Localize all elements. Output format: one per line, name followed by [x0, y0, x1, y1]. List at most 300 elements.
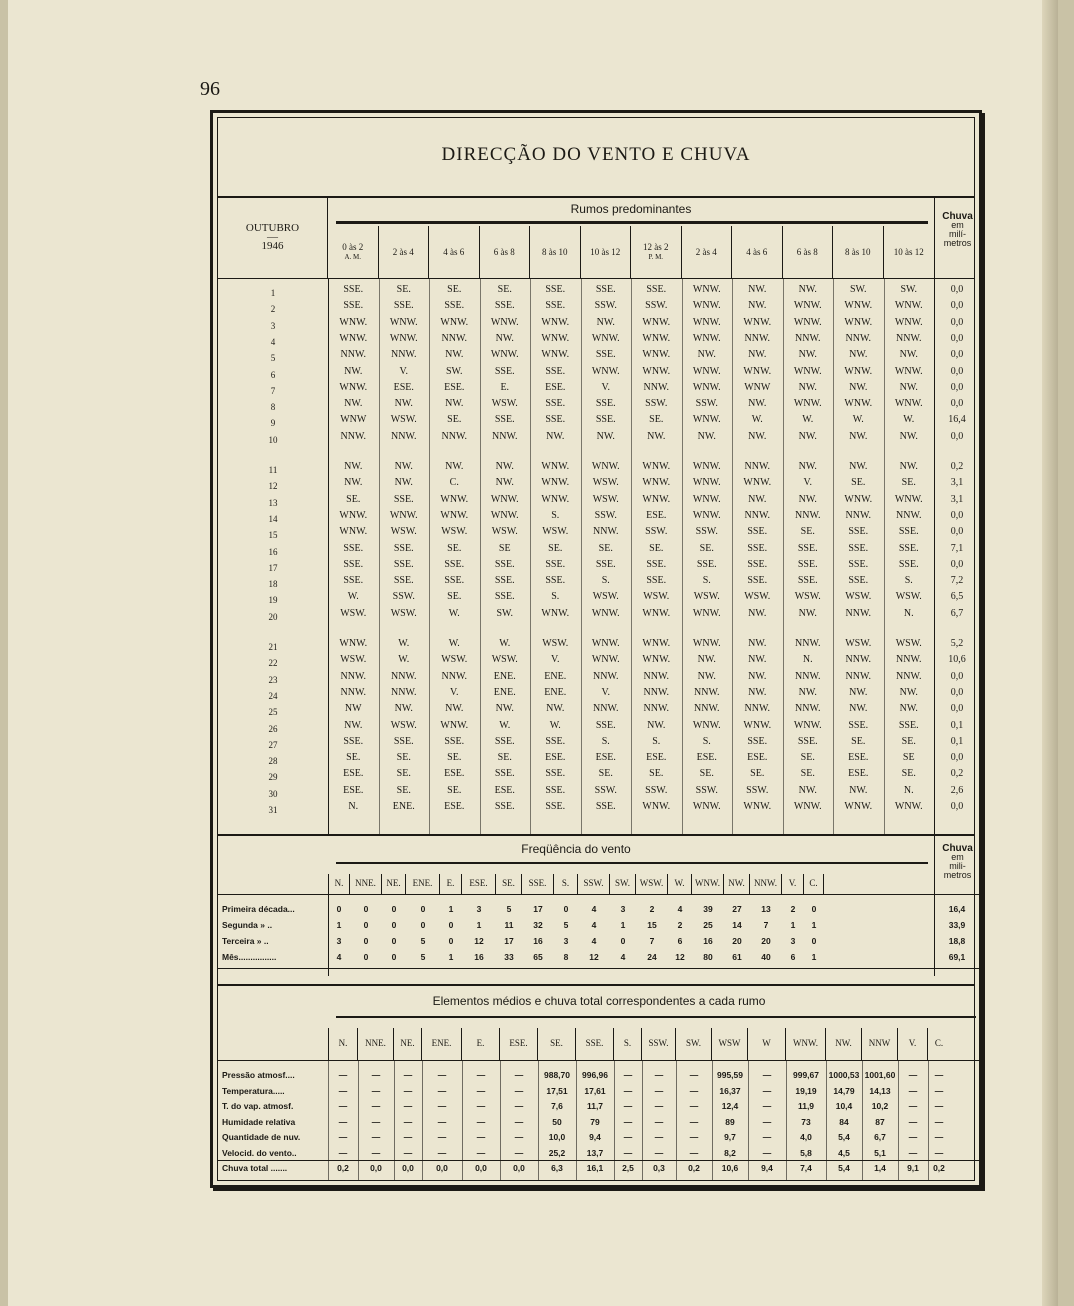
wind-direction-cell: WNW. [339, 381, 368, 393]
wind-direction-cell: SE. [447, 542, 462, 554]
day-number: 30 [268, 788, 278, 799]
wind-direction-cell: WNW. [692, 607, 721, 619]
wind-direction-cell: NW. [647, 719, 666, 731]
frequency-value: 3 [620, 904, 626, 914]
averages-value: 0,2 [337, 1163, 349, 1173]
averages-value: — [934, 1101, 944, 1111]
day-number: 7 [270, 385, 276, 396]
month-dash: — [267, 231, 278, 243]
averages-value: — [908, 1070, 918, 1080]
day-number: 8 [270, 402, 276, 413]
averages-value: 996,96 [582, 1070, 608, 1080]
column-divider [833, 278, 834, 834]
wind-direction-cell: WNW. [793, 300, 822, 312]
averages-table [218, 984, 980, 1184]
wind-direction-cell: ENE. [493, 686, 516, 698]
wind-direction-cell: NNW. [896, 654, 922, 666]
averages-value: 79 [590, 1116, 600, 1127]
averages-value: 87 [875, 1116, 885, 1127]
wind-direction-cell: SSE. [444, 735, 465, 747]
averages-value: 10,2 [871, 1101, 889, 1111]
averages-value: — [437, 1116, 447, 1127]
averages-value: — [623, 1147, 633, 1158]
averages-value: — [437, 1070, 447, 1080]
wind-direction-cell: NNW. [391, 349, 417, 361]
averages-value: 0,0 [513, 1163, 525, 1173]
frequency-value: 24 [647, 952, 657, 962]
averages-value: 89 [725, 1116, 735, 1127]
wind-direction-cell: NW. [798, 784, 817, 796]
averages-value: — [403, 1070, 413, 1080]
frequency-value: 0 [363, 936, 369, 946]
column-divider [480, 278, 481, 834]
wind-direction-cell: SSE. [848, 558, 869, 570]
frequency-value: 4 [620, 952, 626, 962]
wind-direction-cell: WNW. [692, 638, 721, 649]
rain-cell: 0,0 [950, 801, 964, 812]
frequency-value: 5 [563, 920, 569, 930]
wind-direction-cell: SE. [346, 493, 361, 505]
wind-direction-cell: NW. [849, 703, 868, 715]
wind-direction-cell: SSE. [343, 300, 364, 312]
wind-direction-cell: NW [344, 703, 362, 715]
wind-direction-cell: NW. [495, 332, 514, 344]
averages-value: 14,79 [833, 1085, 855, 1096]
averages-value: 50 [552, 1116, 562, 1127]
wind-direction-cell: WNW. [490, 316, 519, 328]
day-number: 3 [270, 320, 276, 331]
averages-value: 0,0 [370, 1163, 382, 1173]
wind-direction-cell: ESE. [343, 768, 364, 780]
averages-value: — [437, 1085, 447, 1096]
frequency-column-header: N. [328, 874, 350, 894]
wind-direction-cell: SSE. [898, 526, 919, 538]
averages-value: 4,5 [838, 1147, 850, 1158]
wind-direction-cell: SE. [699, 542, 714, 554]
wind-direction-cell: SE. [396, 752, 411, 764]
interval-label: 2 às 4 [695, 247, 717, 257]
day-number: 4 [270, 336, 276, 347]
wind-direction-cell: WNW. [894, 801, 923, 812]
wind-direction-cell: SSE. [595, 719, 616, 731]
averages-value: 0,2 [933, 1163, 945, 1173]
averages-column-header: C. [934, 1038, 944, 1048]
averages-value: 1,4 [874, 1163, 886, 1173]
frequency-value: 12 [589, 952, 599, 962]
frequency-rain-value: 16,4 [948, 904, 966, 914]
wind-direction-cell: NW. [596, 316, 615, 328]
wind-direction-cell: ENE. [493, 670, 516, 682]
frequency-value: 0 [420, 904, 426, 914]
wind-direction-cell: WNW. [894, 398, 923, 410]
day-number: 31 [268, 805, 278, 815]
wind-direction-cell: NW. [647, 430, 666, 442]
frequency-column-header: W. [668, 874, 692, 894]
wind-direction-cell: SE. [901, 477, 916, 489]
averages-value: — [403, 1147, 413, 1158]
frequency-value: 20 [732, 936, 742, 946]
averages-column-header: WNW. [786, 1028, 826, 1060]
interval-label: 12 às 2 [643, 242, 669, 252]
rain-cell: 6,5 [950, 591, 964, 603]
wind-direction-cell: NW. [849, 430, 868, 442]
wind-direction-cell: NW. [495, 703, 514, 715]
day-number: 10 [268, 434, 278, 445]
averages-column-header: ENE. [422, 1028, 462, 1060]
wind-direction-cell: NNW. [340, 670, 366, 682]
daily-wind-table [218, 278, 980, 834]
frequency-value: 20 [761, 936, 771, 946]
wind-direction-cell: WSW. [390, 607, 417, 619]
wind-direction-cell: SSE. [646, 284, 667, 295]
averages-value: — [371, 1147, 381, 1158]
wind-direction-cell: NW. [849, 349, 868, 361]
interval-label: 2 às 4 [392, 247, 414, 257]
wind-direction-cell: SE. [649, 414, 664, 426]
wind-direction-cell: SSE. [797, 575, 818, 587]
wind-direction-cell: NNW. [845, 607, 871, 619]
rain-cell: 3,1 [950, 493, 964, 505]
averages-value: — [623, 1101, 633, 1111]
interval-header [783, 226, 834, 278]
frequency-title: Freqüência do vento [521, 842, 631, 856]
wind-direction-cell: W. [398, 654, 410, 666]
frequency-column-header: SE. [496, 874, 522, 894]
wind-direction-cell: SW. [445, 365, 463, 377]
rain-header-line: Chuva [942, 843, 973, 854]
frequency-value: 16 [474, 952, 484, 962]
averages-value: — [403, 1132, 413, 1142]
interval-header [682, 226, 733, 278]
wind-direction-cell: SE. [649, 542, 664, 554]
wind-direction-cell: NNW. [340, 349, 366, 361]
frequency-value: 13 [761, 904, 771, 914]
averages-value: 25,2 [548, 1147, 566, 1158]
averages-value: 9,1 [907, 1163, 919, 1173]
interval-header [328, 226, 379, 278]
wind-direction-cell: NNW. [795, 670, 821, 682]
averages-column-header: ESE. [500, 1028, 538, 1060]
frequency-column-header: SSW. [578, 874, 610, 894]
frequency-value: 3 [336, 936, 342, 946]
column-divider [732, 278, 733, 834]
rain-cell: 0,2 [950, 768, 964, 780]
wind-direction-cell: WNW. [591, 332, 620, 344]
averages-value: 12,4 [721, 1101, 739, 1111]
averages-value: 14,13 [869, 1085, 891, 1096]
wind-direction-cell: ESE. [848, 768, 869, 780]
wind-direction-cell: NW. [394, 461, 413, 472]
frequency-column-header: NNE. [350, 874, 382, 894]
wind-direction-cell: WNW. [793, 719, 822, 731]
interval-label: 10 às 12 [590, 247, 621, 257]
averages-value: 11,9 [797, 1101, 815, 1111]
day-number: 2 [270, 304, 276, 315]
wind-direction-cell: ESE. [595, 752, 616, 764]
averages-value: — [437, 1101, 447, 1111]
frequency-value: 6 [790, 952, 796, 962]
wind-direction-cell: NW. [748, 686, 767, 698]
wind-direction-cell: S. [702, 735, 711, 747]
averages-value: 0,2 [688, 1163, 700, 1173]
averages-value: — [514, 1101, 524, 1111]
interval-label: 6 às 8 [796, 247, 818, 257]
wind-direction-cell: WSW. [491, 526, 518, 538]
wind-direction-cell: W. [499, 719, 511, 731]
averages-value: — [934, 1085, 944, 1096]
wind-direction-cell: NNW. [896, 670, 922, 682]
frequency-value: 0 [391, 904, 397, 914]
frequency-column-header: E. [440, 874, 462, 894]
averages-value: — [514, 1132, 524, 1142]
wind-direction-cell: ESE. [747, 752, 768, 764]
wind-direction-cell: SSE. [545, 575, 566, 587]
averages-value: — [514, 1116, 524, 1127]
table-inner [217, 117, 975, 1181]
averages-value: 8,2 [724, 1147, 736, 1158]
rain-cell: 0,0 [950, 381, 964, 393]
rain-cell: 0,0 [950, 430, 964, 442]
frequency-value: 33 [504, 952, 514, 962]
wind-direction-cell: NW. [798, 349, 817, 361]
wind-direction-cell: NW. [697, 430, 716, 442]
averages-value: 9,7 [724, 1132, 736, 1142]
wind-direction-cell: SE. [497, 284, 512, 295]
rain-cell: 7,1 [950, 542, 964, 554]
rain-header [934, 198, 980, 278]
wind-direction-cell: NW. [748, 493, 767, 505]
frequency-value: 14 [732, 920, 742, 930]
frequency-value: 0 [420, 920, 426, 930]
wind-direction-cell: WSW. [441, 526, 468, 538]
wind-direction-cell: SSE. [343, 575, 364, 587]
averages-value: 5,4 [838, 1163, 850, 1173]
wind-direction-cell: ESE. [545, 752, 566, 764]
frequency-value: 2 [649, 904, 655, 914]
averages-value: — [338, 1085, 348, 1096]
wind-direction-cell: SSW. [645, 398, 668, 410]
wind-direction-cell: NNW. [593, 703, 619, 715]
averages-row-label: Humidade relativa [222, 1116, 296, 1127]
wind-direction-cell: WNW. [642, 349, 671, 361]
wind-direction-cell: WNW. [541, 607, 570, 619]
averages-value: 988,70 [544, 1070, 570, 1080]
frequency-value: 0 [363, 952, 369, 962]
frequency-value: 3 [790, 936, 796, 946]
wind-direction-cell: SSE. [696, 558, 717, 570]
interval-header [732, 226, 783, 278]
wind-direction-cell: SSE. [848, 719, 869, 731]
wind-direction-cell: NW. [748, 638, 767, 649]
wind-direction-cell: NNW. [694, 686, 720, 698]
column-divider [379, 278, 380, 834]
wind-direction-cell: NNW. [643, 670, 669, 682]
wind-direction-cell: WNW. [692, 461, 721, 472]
wind-direction-cell: SE. [699, 768, 714, 780]
wind-direction-cell: NNW. [795, 703, 821, 715]
wind-direction-cell: SSE. [444, 300, 465, 312]
wind-direction-cell: NW. [596, 430, 615, 442]
wind-direction-cell: WNW. [389, 332, 418, 344]
frequency-row-label: Segunda » .. [222, 920, 273, 930]
wind-direction-cell: WSW. [441, 654, 468, 666]
wind-direction-cell: NW. [849, 784, 868, 796]
wind-direction-cell: NW. [899, 430, 918, 442]
wind-direction-cell: ESE. [696, 752, 717, 764]
wind-direction-cell: SSE. [898, 542, 919, 554]
averages-value: 10,0 [548, 1132, 566, 1142]
wind-direction-cell: SSW. [645, 784, 668, 796]
averages-value: — [476, 1147, 486, 1158]
averages-value: — [476, 1085, 486, 1096]
wind-direction-cell: SSE. [595, 349, 616, 361]
frequency-value: 12 [474, 936, 484, 946]
rain-cell: 0,2 [950, 461, 964, 472]
averages-value: 4,0 [800, 1132, 812, 1142]
wind-direction-cell: SW. [849, 284, 867, 295]
rain-cell: 0,0 [950, 300, 964, 312]
averages-value: — [371, 1116, 381, 1127]
wind-direction-cell: NNW. [441, 430, 467, 442]
frequency-value: 0 [336, 904, 342, 914]
month-header [218, 198, 328, 278]
interval-header [884, 226, 935, 278]
averages-value: — [908, 1147, 918, 1158]
wind-direction-cell: WNW. [389, 509, 418, 521]
averages-value: — [403, 1116, 413, 1127]
day-number: 13 [268, 497, 278, 508]
interval-headers [328, 226, 934, 278]
wind-direction-cell: SE. [396, 768, 411, 780]
wind-direction-cell: SE. [598, 768, 613, 780]
averages-value: — [762, 1116, 772, 1127]
frequency-value: 80 [703, 952, 713, 962]
averages-value: — [908, 1116, 918, 1127]
averages-value: 0,0 [475, 1163, 487, 1173]
day-number: 27 [268, 739, 278, 750]
wind-direction-cell: NW. [697, 654, 716, 666]
wind-direction-cell: ESE. [444, 801, 465, 812]
wind-direction-cell: WSW. [744, 591, 771, 603]
wind-direction-cell: NNW. [795, 638, 821, 649]
frequency-value: 1 [336, 920, 342, 930]
rain-cell: 0,0 [950, 332, 964, 344]
averages-value: — [476, 1101, 486, 1111]
averages-column-header: SE. [538, 1028, 576, 1060]
wind-direction-cell: W. [852, 414, 864, 426]
day-number: 12 [268, 481, 278, 492]
day-number: 11 [268, 465, 278, 475]
wind-direction-cell: NW. [899, 703, 918, 715]
wind-direction-cell: SSW. [392, 591, 415, 603]
wind-direction-cell: SSE. [343, 284, 364, 295]
wind-direction-cell: WNW. [844, 493, 873, 505]
wind-direction-cell: SSE. [393, 735, 414, 747]
year-label: 1946 [261, 240, 284, 252]
rain-header-line: mili- [949, 861, 966, 871]
wind-direction-cell: WNW [744, 381, 771, 393]
wind-direction-cell: W. [903, 414, 915, 426]
wind-direction-cell: WNW. [743, 801, 772, 812]
frequency-value: 61 [732, 952, 742, 962]
averages-total-rule [218, 1160, 980, 1161]
wind-direction-cell: NW. [798, 461, 817, 472]
wind-direction-cell: NNW. [643, 703, 669, 715]
wind-direction-cell: WSW. [340, 607, 367, 619]
wind-direction-cell: WSW. [693, 591, 720, 603]
wind-direction-cell: WNW. [894, 316, 923, 328]
averages-column-header: E. [462, 1028, 500, 1060]
wind-direction-cell: NNW. [340, 430, 366, 442]
wind-direction-cell: NW. [344, 365, 363, 377]
frequency-value: 0 [811, 904, 817, 914]
day-number: 1 [270, 288, 276, 298]
wind-direction-cell: W. [751, 414, 763, 426]
wind-direction-cell: SSE. [545, 365, 566, 377]
averages-value: — [338, 1101, 348, 1111]
wind-direction-cell: NNW. [744, 332, 770, 344]
wind-direction-cell: ENE. [544, 670, 567, 682]
wind-direction-cell: S. [551, 591, 560, 603]
wind-direction-cell: SSE. [494, 365, 515, 377]
averages-value: — [371, 1101, 381, 1111]
wind-direction-cell: WSW. [643, 591, 670, 603]
wind-direction-cell: WNW. [793, 801, 822, 812]
wind-direction-cell: WNW. [642, 316, 671, 328]
frequency-value: 32 [533, 920, 543, 930]
wind-direction-cell: NNW. [744, 509, 770, 521]
frequency-column-header: WSW. [636, 874, 668, 894]
frequency-value: 17 [533, 904, 543, 914]
day-number: 28 [268, 756, 278, 767]
interval-header [631, 226, 682, 278]
rain-header-line: metros [943, 870, 972, 880]
day-number: 15 [268, 530, 278, 541]
averages-header-rule [218, 1060, 980, 1061]
page-edge [1042, 0, 1058, 1306]
column-divider [934, 278, 935, 834]
averages-column-header: NE. [394, 1028, 422, 1060]
frequency-value: 0 [391, 920, 397, 930]
wind-direction-cell: SE. [901, 735, 916, 747]
wind-direction-cell: WNW. [743, 719, 772, 731]
averages-value: — [371, 1085, 381, 1096]
averages-value: — [654, 1132, 664, 1142]
wind-direction-cell: WNW. [692, 284, 721, 295]
averages-value: 19,19 [795, 1085, 817, 1096]
wind-direction-cell: WNW. [440, 316, 469, 328]
frequency-column-header: NE. [382, 874, 406, 894]
wind-direction-cell: WNW. [490, 349, 519, 361]
wind-direction-cell: NW. [697, 349, 716, 361]
averages-value: — [403, 1101, 413, 1111]
wind-direction-cell: WSW. [592, 591, 619, 603]
wind-direction-cell: WNW. [339, 332, 368, 344]
rain-cell: 0,0 [950, 509, 964, 521]
averages-value: 16,1 [586, 1163, 604, 1173]
wind-direction-cell: E. [500, 381, 510, 393]
day-number: 24 [268, 690, 278, 701]
wind-direction-cell: NW. [445, 461, 464, 472]
frequency-bottom-rule [218, 968, 980, 969]
rain-cell: 2,6 [950, 784, 964, 796]
frequency-value: 1 [620, 920, 626, 930]
wind-direction-cell: SSE. [747, 542, 768, 554]
wind-direction-cell: NW. [495, 461, 514, 472]
day-number: 17 [268, 562, 278, 573]
wind-direction-cell: SE. [447, 591, 462, 603]
rain-header-line: milí- [949, 229, 966, 239]
